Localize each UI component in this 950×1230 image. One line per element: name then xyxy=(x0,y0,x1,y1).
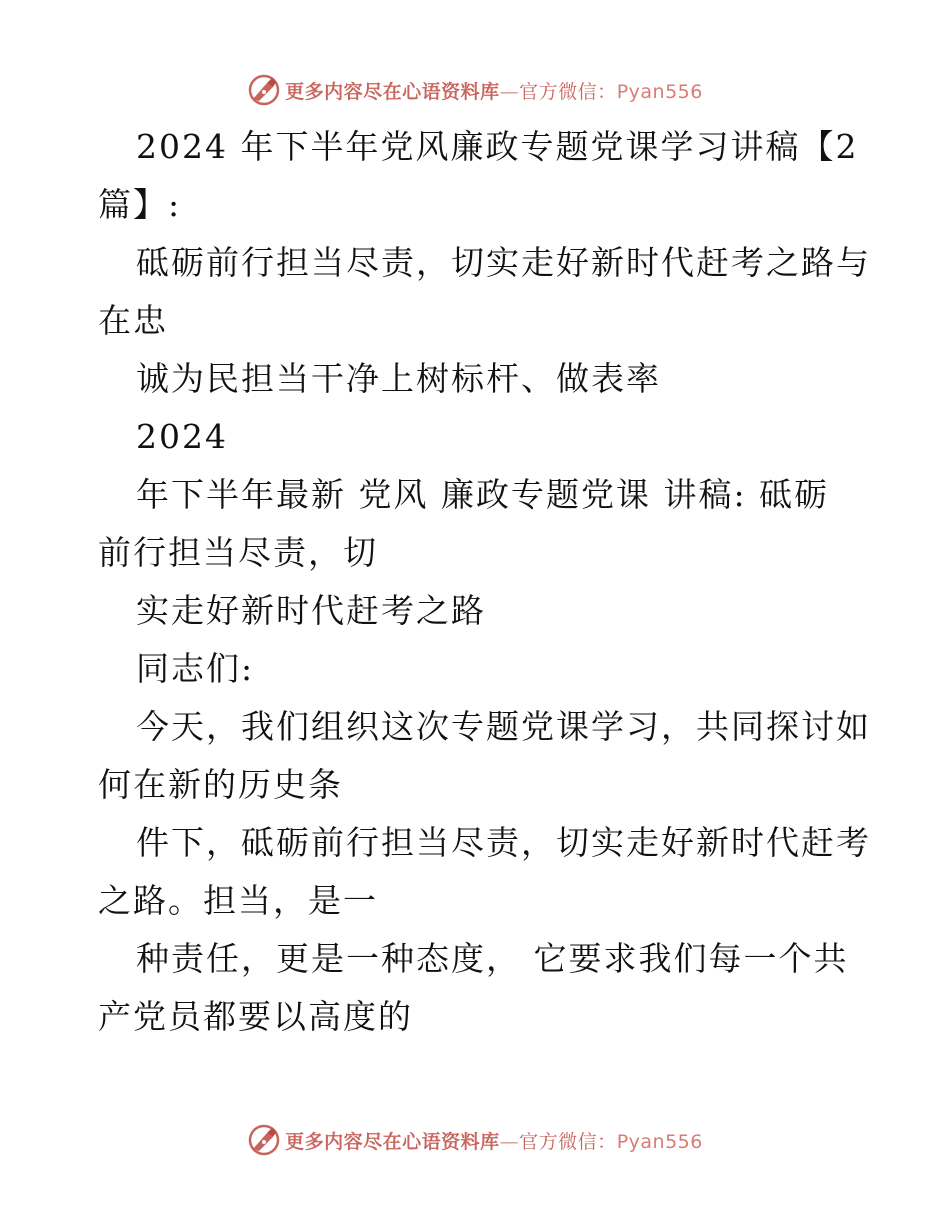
text-line: 年下半年最新 党风 廉政专题党课 讲稿: 砥砺 xyxy=(136,475,830,514)
text-line: 种责任，更是一种态度， 它要求我们每一个共 xyxy=(136,939,849,978)
text-line: 2024 年下半年党风廉政专题党课学习讲稿【2 xyxy=(136,127,859,166)
footer-banner xyxy=(0,1120,950,1160)
banner-wechat-id: Pyan556 xyxy=(616,80,703,103)
text-line: 何在新的历史条 xyxy=(98,765,343,804)
text-line: 实走好新时代赶考之路 xyxy=(136,591,486,630)
text-line: 今天，我们组织这次专题党课学习，共同探讨如 xyxy=(136,707,871,746)
banner-wechat-id: Pyan556 xyxy=(616,1130,703,1153)
pen-nib-logo-icon xyxy=(247,73,281,107)
banner-separator: — xyxy=(499,80,520,103)
text-line: 篇】: xyxy=(98,185,182,224)
text-line: 诚为民担当干净上树标杆、做表率 xyxy=(136,359,661,398)
document-body xyxy=(98,118,871,1046)
text-line: 在忠 xyxy=(98,301,168,340)
banner-wechat-label: 官方微信： xyxy=(519,1130,617,1153)
text-line: 2024 xyxy=(136,417,228,456)
banner-site: 更多内容尽在心语资料库 xyxy=(285,80,500,103)
banner-wechat-label: 官方微信： xyxy=(519,80,617,103)
banner-text xyxy=(285,1127,703,1154)
text-line: 前行担当尽责，切 xyxy=(98,533,378,572)
text-line: 产党员都要以高度的 xyxy=(98,997,413,1036)
banner-text xyxy=(285,77,703,104)
banner-site: 更多内容尽在心语资料库 xyxy=(285,1130,500,1153)
text-line: 同志们: xyxy=(136,649,255,688)
header-banner xyxy=(0,70,950,110)
text-line: 件下，砥砺前行担当尽责，切实走好新时代赶考 xyxy=(136,823,871,862)
banner-separator: — xyxy=(499,1130,520,1153)
text-line: 砥砺前行担当尽责，切实走好新时代赶考之路与 xyxy=(136,243,871,282)
text-line: 之路。担当，是一 xyxy=(98,881,378,920)
pen-nib-logo-icon xyxy=(247,1123,281,1157)
